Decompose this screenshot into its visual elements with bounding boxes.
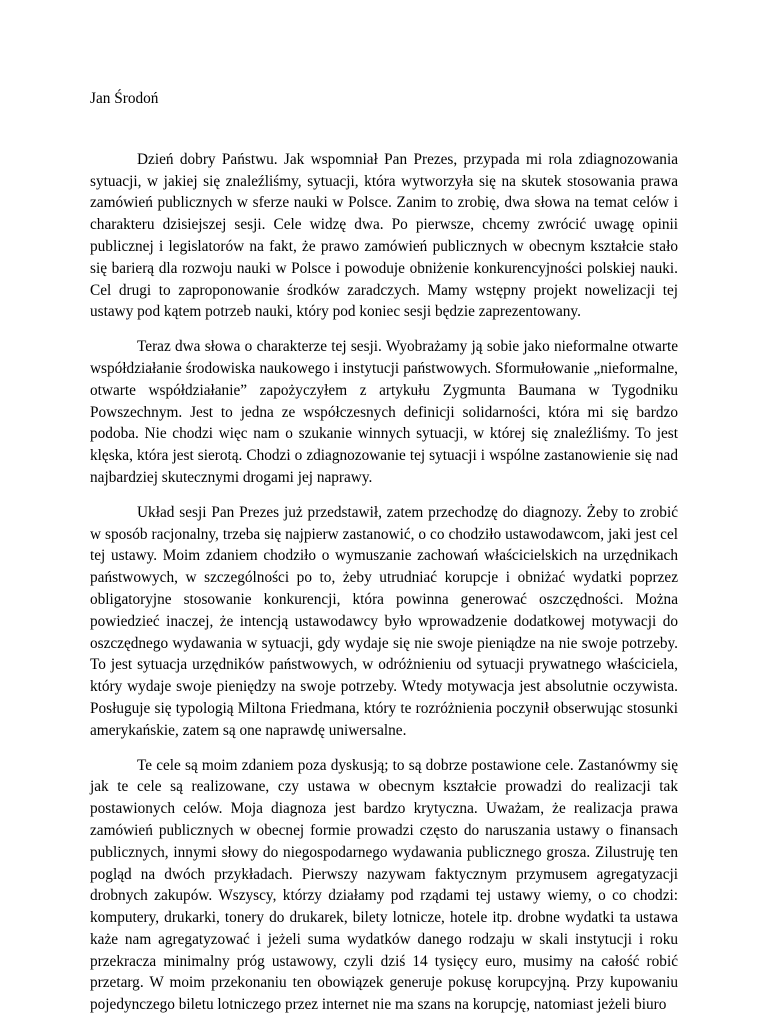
paragraph: Te cele są moim zdaniem poza dyskusją; to są dobrze postawione cele. Zastanówmy się jak te cele są realizowane, czy ustawa w obecnym kształcie prowadzi do realizacji tak postawionych celów. Moja diagnoza jest bardzo krytyczna. Uważam, że realizacja prawa zamówień publicznych w obecnej formie prowadzi często do naruszania ustawy o finansach publicznych, innymi słowy do niegospodarnego wydawania publicznego grosza. Zilustruję ten pogląd na dwóch przykładach. Pierwszy nazywam faktycznym przymusem agregatyzacji drobnych zakupów. Wszyscy, którzy działamy pod rządami tej ustawy wiemy, o co chodzi: komputery, drukarki, tonery do drukarek, bilety lotnicze, hotele itp. drobne wydatki ta ustawa każe nam agregatyzować i jeżeli suma wydatków danego rodzaju w skali instytucji i roku przekracza minimalny próg ustawowy, czyli dziś 14 tysięcy euro, musimy na całość robić przetarg. W moim przekonaniu ten obowiązek generuje pokusę korupcyjną. Przy kupowaniu pojedynczego biletu lotniczego przez internet nie ma szans na korupcję, natomiast jeżeli biuro <box>90 756 678 1014</box>
author-name: Jan Środoń <box>90 90 159 107</box>
paragraph: Dzień dobry Państwu. Jak wspomniał Pan Prezes, przypada mi rola zdiagnozowania sytuacji, w jakiej się znaleźliśmy, sytuacji, która wytworzyła się na skutek stosowania prawa zamówień publicznych w sferze nauki w Polsce. Zanim to zrobię, dwa słowa na temat celów i charakteru dzisiejszej sesji. Cele widzę dwa. Po pierwsze, chcemy zwrócić uwagę opinii publicznej i legislatorów na fakt, że prawo zamówień publicznych w obecnym kształcie stało się barierą dla rozwoju nauki w Polsce i powoduje obniżenie konkurencyjności polskiej nauki. Cel drugi to zaproponowanie środków zaradczych. Mamy wstępny projekt nowelizacji tej ustawy pod kątem potrzeb nauki, który pod koniec sesji będzie zaprezentowany. <box>90 150 678 321</box>
paragraph: Teraz dwa słowa o charakterze tej sesji. Wyobrażamy ją sobie jako nieformalne otwarte współdziałanie środowiska naukowego i instytucji państwowych. Sformułowanie „nieformalne, otwarte współdziałanie” zapożyczyłem z artykułu Zygmunta Baumana w Tygodniku Powszechnym. Jest to jedna ze współczesnych definicji solidarności, która mi się bardzo podoba. Nie chodzi więc nam o szukanie winnych sytuacji, w której się znaleźliśmy. To jest klęska, która jest sierotą. Chodzi o zdiagnozowanie tej sytuacji i wspólne zastanowienie się nad najbardziej skutecznymi drogami jej naprawy. <box>90 338 678 486</box>
document-page <box>90 88 678 1029</box>
paragraph: Układ sesji Pan Prezes już przedstawił, zatem przechodzę do diagnozy. Żeby to zrobić w sposób racjonalny, trzeba się najpierw zastanowić, o co chodziło ustawodawcom, jaki jest cel tej ustawy. Moim zdaniem chodziło o wymuszanie zachowań właścicielskich na urzędnikach państwowych, w szczególności po to, żeby utrudniać korupcje i obniżać wydatki poprzez obligatoryjne stosowanie konkurencji, która powinna generować oszczędności. Można powiedzieć inaczej, że intencją ustawodawcy było wprowadzenie dodatkowej motywacji do oszczędnego wydawania w sytuacji, gdy wydaje się nie swoje pieniądze na nie swoje potrzeby. To jest sytuacja urzędników państwowych, w odróżnieniu od sytuacji prywatnego właściciela, który wydaje swoje pieniędzy na swoje potrzeby. Wtedy motywacja jest absolutnie oczywista. Posługuje się typologią Miltona Friedmana, który te rozróżnienia poczynił obserwując stosunki amerykańskie, zatem są one naprawdę uniwersalne. <box>90 503 678 739</box>
